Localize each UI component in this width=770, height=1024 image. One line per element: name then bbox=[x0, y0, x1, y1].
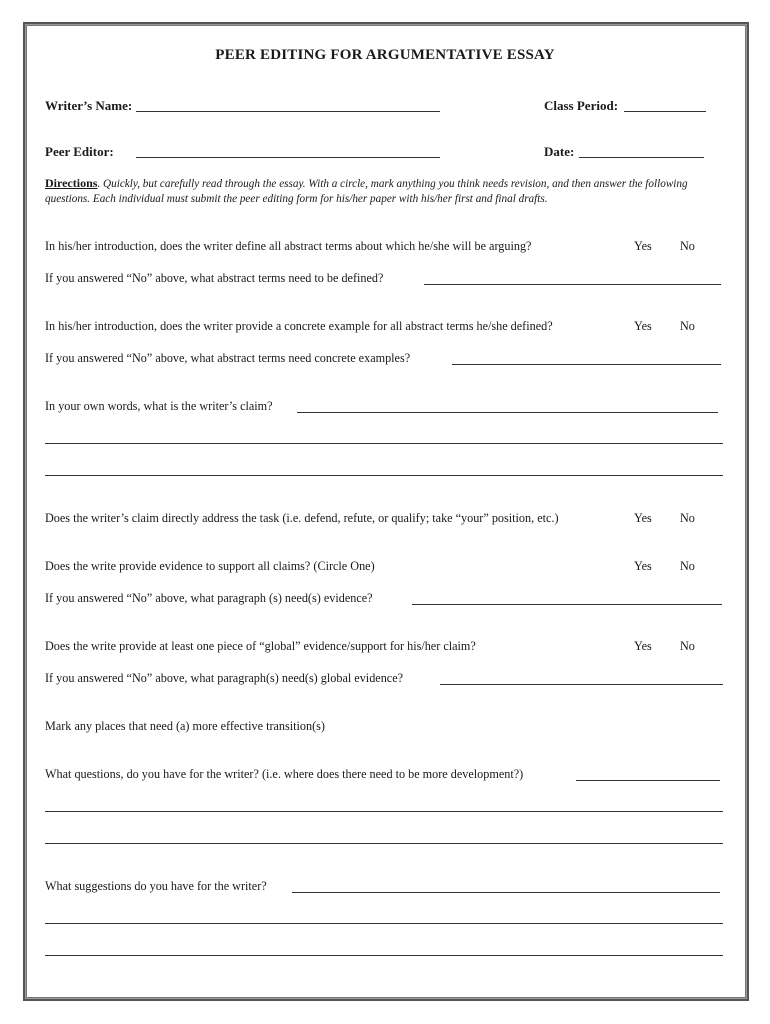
answer-line[interactable] bbox=[45, 923, 723, 924]
no-option[interactable]: No bbox=[680, 511, 695, 525]
writers-name-label: Writer’s Name: bbox=[45, 98, 133, 113]
answer-line[interactable] bbox=[297, 412, 718, 413]
followup-define-terms: If you answered “No” above, what abstract terms need to be defined? bbox=[45, 271, 384, 285]
answer-line[interactable] bbox=[452, 364, 721, 365]
yes-option[interactable]: Yes bbox=[634, 319, 652, 333]
question-address-task: Does the writer’s claim directly address the task (i.e. defend, refute, or qualify; take “your” position, etc.) bbox=[45, 511, 559, 525]
date-label: Date: bbox=[544, 144, 575, 159]
answer-line[interactable] bbox=[45, 475, 723, 476]
no-option[interactable]: No bbox=[680, 559, 695, 573]
class-period-field[interactable] bbox=[624, 111, 706, 112]
question-writer-questions: What questions, do you have for the writer? (i.e. where does there need to be more development?) bbox=[45, 767, 524, 781]
directions bbox=[45, 176, 725, 207]
directions-heading: Directions bbox=[45, 176, 98, 190]
yes-option[interactable]: Yes bbox=[634, 639, 652, 653]
answer-line[interactable] bbox=[45, 443, 723, 444]
question-transitions: Mark any places that need (a) more effective transition(s) bbox=[45, 719, 325, 733]
peer-editor-field[interactable] bbox=[136, 157, 440, 158]
followup-evidence: If you answered “No” above, what paragraph (s) need(s) evidence? bbox=[45, 591, 373, 605]
answer-line[interactable] bbox=[412, 604, 722, 605]
yes-option[interactable]: Yes bbox=[634, 511, 652, 525]
no-option[interactable]: No bbox=[680, 639, 695, 653]
form-title: PEER EDITING FOR ARGUMENTATIVE ESSAY bbox=[215, 47, 555, 63]
followup-global-evidence: If you answered “No” above, what paragraph(s) need(s) global evidence? bbox=[45, 671, 404, 685]
question-evidence: Does the write provide evidence to support all claims? (Circle One) bbox=[45, 559, 375, 573]
answer-line[interactable] bbox=[424, 284, 721, 285]
answer-line[interactable] bbox=[45, 955, 723, 956]
answer-line[interactable] bbox=[440, 684, 723, 685]
question-define-terms: In his/her introduction, does the writer define all abstract terms about which he/she will be arguing? bbox=[45, 239, 532, 253]
class-period-label: Class Period: bbox=[544, 98, 619, 113]
answer-line[interactable] bbox=[576, 780, 720, 781]
answer-line[interactable] bbox=[45, 843, 723, 844]
no-option[interactable]: No bbox=[680, 239, 695, 253]
yes-option[interactable]: Yes bbox=[634, 559, 652, 573]
question-suggestions: What suggestions do you have for the writer? bbox=[45, 879, 267, 893]
no-option[interactable]: No bbox=[680, 319, 695, 333]
yes-option[interactable]: Yes bbox=[634, 239, 652, 253]
directions-text: . Quickly, but carefully read through the essay. With a circle, mark anything you think needs revision, and then answer the following questions. Each individual must submit the peer editing form for his/her paper with his/her first and final drafts. bbox=[45, 178, 688, 205]
followup-concrete-example: If you answered “No” above, what abstract terms need concrete examples? bbox=[45, 351, 411, 365]
answer-line[interactable] bbox=[292, 892, 720, 893]
date-field[interactable] bbox=[579, 157, 704, 158]
writers-name-field[interactable] bbox=[136, 111, 440, 112]
question-concrete-example: In his/her introduction, does the writer provide a concrete example for all abstract terms he/she defined? bbox=[45, 319, 553, 333]
peer-editor-label: Peer Editor: bbox=[45, 144, 114, 159]
answer-line[interactable] bbox=[45, 811, 723, 812]
question-writers-claim: In your own words, what is the writer’s claim? bbox=[45, 399, 273, 413]
question-global-evidence: Does the write provide at least one piece of “global” evidence/support for his/her claim? bbox=[45, 639, 476, 653]
